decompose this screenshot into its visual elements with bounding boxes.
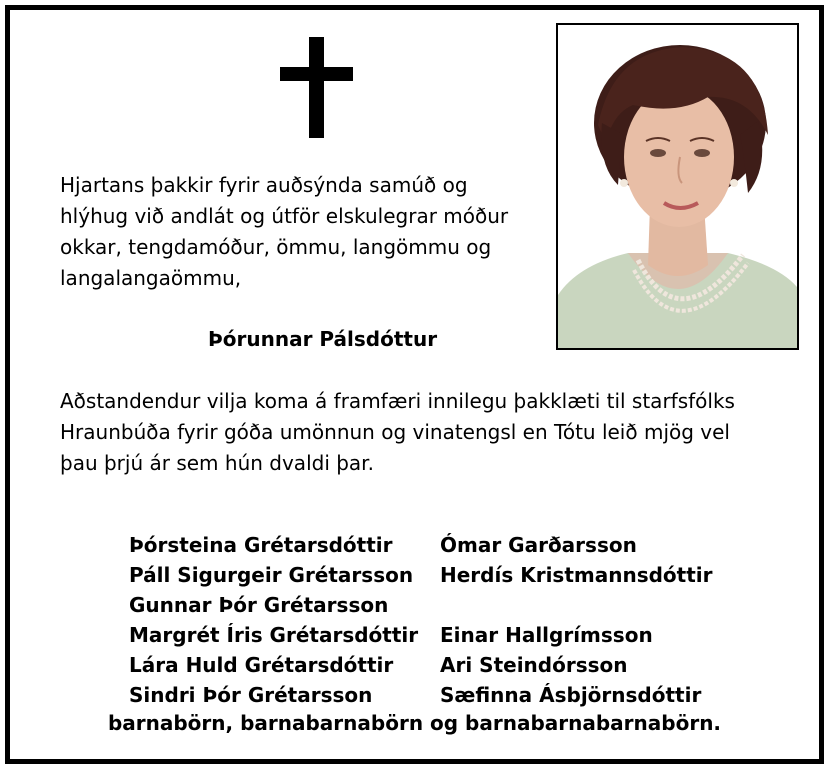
thanks-line: okkar, tengdamóður, ömmu, langömmu og [60,235,492,259]
cross-vertical-bar [309,37,324,138]
survivor-name: Gunnar Þór Grétarsson [129,593,389,617]
survivor-name: Lára Huld Grétarsdóttir [129,653,394,677]
survivor-name: Þórsteina Grétarsdóttir [129,533,393,557]
thanks-paragraph [60,170,508,294]
survivor-row [0,620,829,650]
survivors-list [0,530,829,710]
survivor-spouse-name: Ari Steindórsson [440,653,628,677]
survivor-spouse-name: Herdís Kristmannsdóttir [440,563,713,587]
survivor-row [0,560,829,590]
thanks-line: hlýhug við andlát og útför elskulegrar móður [60,204,509,228]
staff-thanks-line: Aðstandendur vilja koma á framfæri innilegu þakklæti til starfsfólks [60,389,735,413]
survivor-name: Margrét Íris Grétarsdóttir [129,623,419,647]
cross-horizontal-bar [280,67,353,81]
survivor-spouse-name: Sæfinna Ásbjörnsdóttir [440,683,702,707]
survivor-spouse-name: Einar Hallgrímsson [440,623,653,647]
survivor-row [0,530,829,560]
survivor-row [0,650,829,680]
staff-thanks-line: Hraunbúða fyrir góða umönnun og vinatengsl en Tótu leið mjög vel [60,420,730,444]
survivor-name: Páll Sigurgeir Grétarsson [129,563,414,587]
survivor-row [0,590,829,620]
deceased-name: Þórunnar Pálsdóttur [208,327,438,351]
staff-thanks-paragraph [60,386,735,479]
closing-line: barnabörn, barnabarnabörn og barnabarnabarnabörn. [107,711,722,735]
portrait-photo [556,23,799,350]
survivor-row [0,680,829,710]
portrait-illustration [558,25,797,348]
thanks-line: Hjartans þakkir fyrir auðsýnda samúð og [60,173,468,197]
staff-thanks-line: þau þrjú ár sem hún dvaldi þar. [60,451,374,475]
thanks-line: langalangaömmu, [60,266,242,290]
cross-icon [280,37,353,138]
survivor-name: Sindri Þór Grétarsson [129,683,373,707]
survivor-spouse-name: Ómar Garðarsson [440,533,637,557]
